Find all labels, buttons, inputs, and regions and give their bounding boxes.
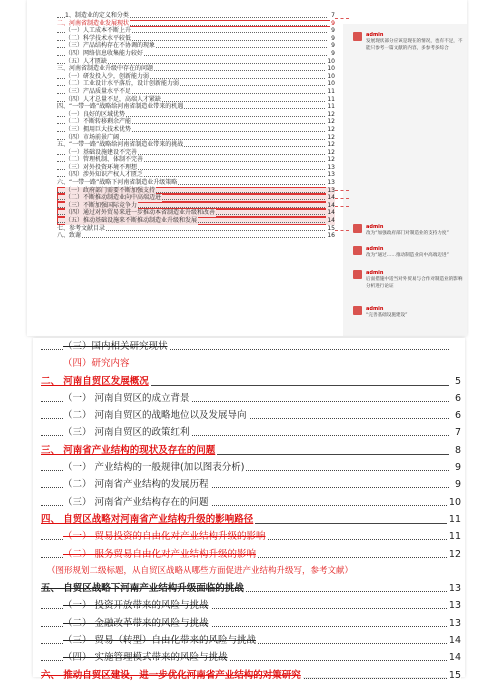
toc-entry-title: （二） 河南省产业结构的发展历程 — [63, 476, 211, 493]
toc-entry-page: 9 — [331, 19, 335, 27]
toc-entry[interactable] — [41, 580, 461, 597]
toc-entry-page: 9 — [331, 42, 335, 50]
toc-entry-page: 14 — [327, 194, 335, 202]
toc-entry-title: （五）人才匮缺 — [65, 57, 108, 65]
toc-entry-title: （一） 河南自贸区的成立背景 — [63, 390, 192, 407]
toc-leader-dots — [57, 237, 327, 238]
comment-text: 改为“通过……推动制造业向中高端迈进” — [366, 253, 449, 258]
toc-entry-title: 五、 自贸区战略下河南产业结构升级面临的挑战 — [41, 580, 246, 597]
toc-entry-page: 14 — [447, 649, 461, 666]
toc-entry[interactable] — [57, 194, 335, 202]
toc-entry-page: 12 — [447, 546, 461, 563]
toc-entry[interactable] — [57, 156, 335, 164]
toc-entry[interactable] — [41, 424, 461, 441]
toc-entry-page: 10 — [327, 80, 335, 88]
toc-entry-title: （三）不断加强国际竞争力 — [65, 201, 138, 209]
toc-entry-page: 13 — [327, 163, 335, 171]
comment-sidebar — [343, 24, 467, 336]
comment-text: 改为“加强政府部门对制造业的支持力度” — [366, 231, 449, 236]
toc-entry-page: 6 — [453, 390, 461, 407]
toc-entry-title: （三）对外投资环境不理想 — [65, 163, 138, 171]
toc-entry-page: 9 — [331, 34, 335, 42]
toc-entry-page: 12 — [327, 141, 335, 149]
toc-entry-title: 二、 河南自贸区发展概况 — [41, 373, 151, 390]
toc-entry-page: 9 — [331, 49, 335, 57]
toc-entry-title: （一） 贸易投资的自由化对产业结构升级的影响 — [63, 528, 268, 545]
toc-entry[interactable] — [57, 209, 335, 217]
toc-entry[interactable] — [41, 407, 461, 424]
comment-author: admin — [366, 246, 384, 252]
toc-entry[interactable] — [41, 563, 461, 580]
toc-entry-title: （四）研究内容 — [63, 355, 132, 372]
toc-entry-title: （四）网络信息收集能力较好 — [65, 49, 144, 57]
toc-entry-title: （二）管理机制、体制不完善 — [65, 156, 144, 164]
bottom-toc-list — [41, 338, 461, 684]
toc-entry[interactable] — [41, 511, 461, 528]
toc-entry[interactable] — [57, 88, 335, 96]
toc-entry[interactable] — [57, 12, 335, 20]
comment-connector-line — [335, 206, 349, 207]
toc-entry[interactable] — [57, 141, 335, 149]
comment-connector-line — [335, 18, 349, 19]
toc-entry-title: 七、参考文献目录 — [57, 224, 106, 232]
toc-entry-page: 12 — [327, 148, 335, 156]
toc-entry[interactable] — [57, 134, 335, 142]
toc-entry-page: 7 — [453, 424, 461, 441]
toc-entry-page: 7 — [331, 12, 335, 19]
toc-entry[interactable] — [57, 103, 335, 111]
toc-entry-page: 11 — [327, 103, 335, 111]
comment-text: “完善基础设施建设” — [366, 313, 408, 318]
toc-entry[interactable] — [57, 118, 335, 126]
toc-entry-title: 八、致谢 — [57, 232, 82, 240]
toc-entry-title: （二） 河南自贸区的战略地位以及发展导向 — [63, 407, 249, 424]
toc-entry-title: 四、 自贸区战略对河南省产业结构升级的影响路径 — [41, 511, 255, 528]
toc-entry-title: （四）市场前景广阔 — [65, 133, 120, 141]
toc-entry-title: （三）产品质量水平不足 — [65, 87, 132, 95]
toc-entry[interactable] — [41, 338, 461, 355]
toc-entry[interactable] — [57, 96, 335, 104]
toc-entry-page: 13 — [447, 615, 461, 632]
toc-entry[interactable] — [57, 225, 335, 233]
toc-entry-page: 11 — [447, 511, 461, 528]
toc-entry-title: （一）人工成本不断上升 — [65, 27, 132, 35]
toc-entry-page: 9 — [453, 476, 461, 493]
toc-entry-page: 5 — [453, 373, 461, 390]
toc-entry-title: （四） 实施管理模式带来的风险与挑战 — [63, 649, 230, 666]
toc-entry-page: 9 — [331, 27, 335, 35]
toc-entry[interactable] — [57, 42, 335, 50]
toc-entry-page: 10 — [327, 72, 335, 80]
toc-entry[interactable] — [41, 390, 461, 407]
toc-entry-title: 六、“一带一路”战略下河南省制造业升级策略 — [57, 179, 178, 187]
toc-entry[interactable] — [57, 50, 335, 58]
toc-entry-title: （三） 贸易（转型）自由化带来的风险与挑战 — [63, 632, 258, 649]
toc-entry-title: （一） 投资开放带来的风险与挑战 — [63, 597, 211, 614]
toc-entry-title: 二、河南省制造业发展现状 — [57, 19, 130, 27]
toc-entry-title: （四）通过对外贸易来进一步推动本省制造业升级和改善 — [65, 209, 216, 217]
toc-entry-title: （一）良好的区域优势 — [65, 110, 126, 118]
revision-note: （图形规划二级标题，从自贸区战略从哪些方面促进产业结构升级写，参考文献） — [47, 563, 355, 580]
toc-entry-page: 13 — [327, 179, 335, 187]
toc-entry-title: 三、河南省制造业升级中存在的问题 — [57, 65, 154, 73]
toc-entry[interactable] — [57, 126, 335, 134]
toc-entry-title: （三）国内相关研究现状 — [63, 338, 170, 355]
toc-entry-page: 14 — [327, 201, 335, 209]
toc-entry-page: 13 — [447, 597, 461, 614]
user-avatar-icon — [353, 306, 362, 315]
toc-entry-page: 14 — [447, 632, 461, 649]
toc-entry-page: 15 — [327, 224, 335, 232]
toc-entry-page: 11 — [447, 528, 461, 545]
comment-connector-line — [335, 190, 349, 191]
toc-entry-title: （二） 金融改革带来的风险与挑战 — [63, 615, 211, 632]
toc-entry-page: 15 — [447, 667, 461, 684]
toc-entry-page: 13 — [447, 580, 461, 597]
toc-entry-title: （五）推动基础设施来不断推动制造业升级和发展 — [65, 217, 198, 225]
toc-entry-page: 16 — [327, 232, 335, 240]
toc-entry-title: （一）研发投入少，创新能力弱 — [65, 72, 150, 80]
toc-entry[interactable] — [57, 65, 335, 73]
toc-entry[interactable] — [41, 649, 461, 666]
toc-entry-title: （三） 河南自贸区的政策红利 — [63, 424, 192, 441]
toc-entry-title: （四）涉外知识产权人才匮乏 — [65, 171, 144, 179]
toc-entry[interactable] — [57, 232, 335, 240]
toc-entry-page: 12 — [327, 156, 335, 164]
user-avatar-icon — [353, 224, 362, 233]
toc-entry[interactable] — [41, 528, 461, 545]
toc-entry[interactable] — [57, 80, 335, 88]
toc-entry[interactable] — [41, 373, 461, 390]
toc-entry[interactable] — [41, 355, 461, 372]
toc-entry-page: 14 — [327, 217, 335, 225]
user-avatar-icon — [353, 246, 362, 255]
toc-entry-page: 8 — [453, 442, 461, 459]
toc-entry-title: （三） 河南省产业结构存在的问题 — [63, 494, 211, 511]
toc-entry[interactable] — [41, 615, 461, 632]
toc-entry-title: 三、 河南省产业结构的现状及存在的问题 — [41, 442, 217, 459]
toc-entry-title: （二）不断推动制造业向中高端迈进 — [65, 194, 162, 202]
comment-text: 发展现状部分应该是现在的情况，也有不足，不能只参考一篇文献的内容，多参考多综合 — [366, 39, 463, 51]
toc-entry-title: （二）工业设计水平落后，设计创新能力弱 — [65, 80, 180, 88]
toc-entry-page: 12 — [327, 110, 335, 118]
comment-text: 后面措施中适当对外贸易与合作对制造业的影响分析进行论证 — [366, 277, 463, 289]
top-document-page — [27, 0, 467, 336]
user-avatar-icon — [353, 32, 362, 41]
toc-entry[interactable] — [57, 217, 335, 225]
toc-entry-page: 10 — [327, 65, 335, 73]
toc-entry-title: （二） 服务贸易自由化对产业结构升级的影响 — [63, 546, 258, 563]
comment-connector-line — [335, 230, 349, 231]
toc-entry[interactable] — [41, 546, 461, 563]
comment-author: admin — [366, 306, 384, 312]
toc-entry-title: 五、“一带一路”战略给河南省制造业带来的挑战 — [57, 141, 184, 149]
toc-entry[interactable] — [41, 476, 461, 493]
toc-entry[interactable] — [57, 27, 335, 35]
toc-entry-title: （二）科学技术水平较低 — [65, 34, 132, 42]
toc-entry-page: 6 — [453, 407, 461, 424]
toc-entry-title: （一）基础设施建设不完善 — [65, 148, 138, 156]
comment-author: admin — [366, 32, 384, 38]
toc-entry-title: （二）不断转移剩余产能 — [65, 118, 132, 126]
toc-entry-page: 13 — [327, 186, 335, 194]
toc-entry-title: 四、“一带一路”战略给河南省制造业带来的机遇 — [57, 103, 184, 111]
toc-entry[interactable] — [41, 442, 461, 459]
comment-author: admin — [366, 224, 384, 230]
toc-entry-page: 12 — [327, 125, 335, 133]
toc-entry-page: 11 — [327, 95, 335, 103]
toc-entry-page: 12 — [327, 133, 335, 141]
comment-author: admin — [366, 270, 384, 276]
toc-entry-page: 11 — [327, 87, 335, 95]
toc-entry-page: 14 — [327, 209, 335, 217]
toc-entry[interactable] — [57, 179, 335, 187]
toc-entry[interactable] — [41, 494, 461, 511]
toc-entry[interactable] — [41, 597, 461, 614]
top-toc-list — [57, 12, 335, 240]
toc-entry[interactable] — [41, 667, 461, 684]
toc-entry-page: 10 — [327, 57, 335, 65]
toc-entry-page: 13 — [327, 171, 335, 179]
toc-entry-title: （三）拥用巨大技术优势 — [65, 125, 132, 133]
toc-entry-title: 1、制造业的定义和分类 — [65, 12, 129, 19]
toc-entry-title: （一） 产业结构的一般规律(加以图表分析) — [63, 459, 246, 476]
comment-connector-line — [335, 198, 349, 199]
toc-entry-title: （四）人才总量不足，高端人才紧缺 — [65, 95, 162, 103]
user-avatar-icon — [353, 270, 362, 279]
bottom-document-page — [33, 338, 465, 681]
toc-entry[interactable] — [57, 171, 335, 179]
toc-entry-title: （三）产品结构存在不协调的现象 — [65, 42, 156, 50]
toc-entry-page: 10 — [447, 494, 461, 511]
toc-entry[interactable] — [41, 632, 461, 649]
toc-entry-page: 12 — [327, 118, 335, 126]
toc-entry-title: （一）政府部门需要不断加强支持 — [65, 186, 156, 194]
toc-entry-title: 六、 推动自贸区建设，进一步优化河南省产业结构的对策研究 — [41, 667, 303, 684]
toc-entry[interactable] — [41, 459, 461, 476]
toc-entry-page: 9 — [453, 459, 461, 476]
